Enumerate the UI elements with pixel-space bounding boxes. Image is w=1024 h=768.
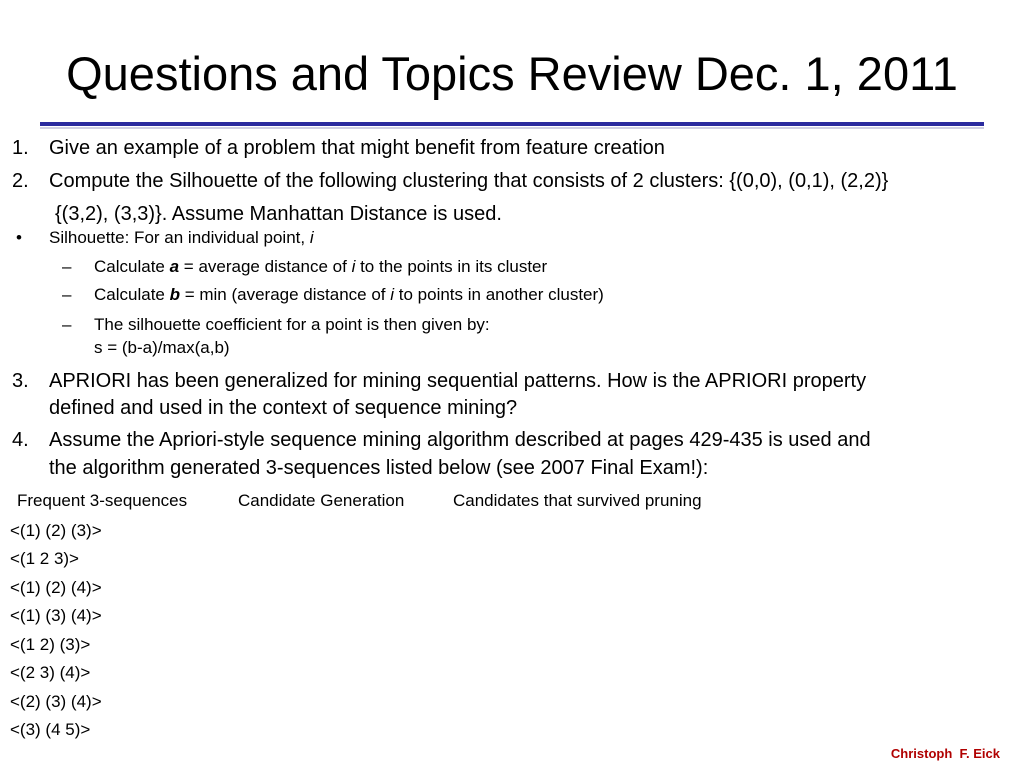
q1-text: Give an example of a problem that might benefit from feature creation [49, 137, 665, 159]
sub-item-a-post: to the points in its cluster [355, 257, 548, 276]
sub-item-a-pre: Calculate [94, 257, 170, 276]
author-footer: Christoph F. Eick [890, 746, 1000, 761]
col-header-candidate-generation: Candidate Generation [238, 491, 405, 510]
q4-line2: the algorithm generated 3-sequences listed below (see 2007 Final Exam!): [49, 457, 709, 479]
sub-item-b-var: b [169, 285, 180, 304]
q4-line1: Assume the Apriori-style sequence mining algorithm described at pages 429-435 is used and [49, 429, 871, 451]
q4-number: 4. [12, 429, 29, 451]
sub-item-a-var: a [169, 257, 180, 276]
q2-line1: Compute the Silhouette of the following clustering that consists of 2 clusters: {(0,0), (0,1), (2,2)} [49, 170, 889, 192]
sub-dash-1: – [62, 257, 72, 276]
sub-item-b-mid: = min (average distance of [180, 285, 391, 304]
sub-item-b-post: to points in another cluster) [394, 285, 604, 304]
sequence-row: <(1 2 3)> [10, 549, 79, 568]
col-header-frequent: Frequent 3-sequences [17, 491, 188, 510]
silhouette-heading [49, 227, 314, 249]
silhouette-heading-var: i [309, 228, 314, 247]
sub-item-a-mid: = average distance of [179, 257, 352, 276]
sub-dash-3: – [62, 315, 72, 334]
sequence-row: <(3) (4 5)> [10, 720, 91, 739]
title-divider [40, 122, 984, 126]
sub-item-b-pre: Calculate [94, 285, 170, 304]
sequence-row: <(1 2) (3)> [10, 635, 91, 654]
q2-line2: {(3,2), (3,3)}. Assume Manhattan Distance is used. [55, 203, 502, 225]
col-header-survived: Candidates that survived pruning [453, 491, 702, 510]
sequence-row: <(1) (3) (4)> [10, 606, 102, 625]
silhouette-heading-text: Silhouette: For an individual point, [49, 228, 310, 247]
sub-item-b [94, 284, 604, 306]
sub-item-coefficient: The silhouette coefficient for a point is then given by: [94, 315, 490, 334]
q3-line1: APRIORI has been generalized for mining sequential patterns. How is the APRIORI property [49, 370, 867, 392]
sequence-row: <(1) (2) (3)> [10, 521, 102, 540]
sequence-row: <(1) (2) (4)> [10, 578, 102, 597]
sequence-row: <(2) (3) (4)> [10, 692, 102, 711]
slide-title: Questions and Topics Review Dec. 1, 2011 [66, 47, 958, 100]
sub-item-b-ital: i [390, 285, 395, 304]
sub-item-a [94, 256, 547, 278]
q1-number: 1. [12, 137, 29, 159]
q2-number: 2. [12, 170, 29, 192]
sequence-row: <(2 3) (4)> [10, 663, 91, 682]
q3-line2: defined and used in the context of sequence mining? [49, 397, 518, 419]
q3-number: 3. [12, 370, 29, 392]
silhouette-bullet: • [16, 228, 22, 247]
sub-item-formula: s = (b-a)/max(a,b) [94, 338, 230, 357]
sub-item-a-ital: i [351, 257, 356, 276]
sub-dash-2: – [62, 285, 72, 304]
